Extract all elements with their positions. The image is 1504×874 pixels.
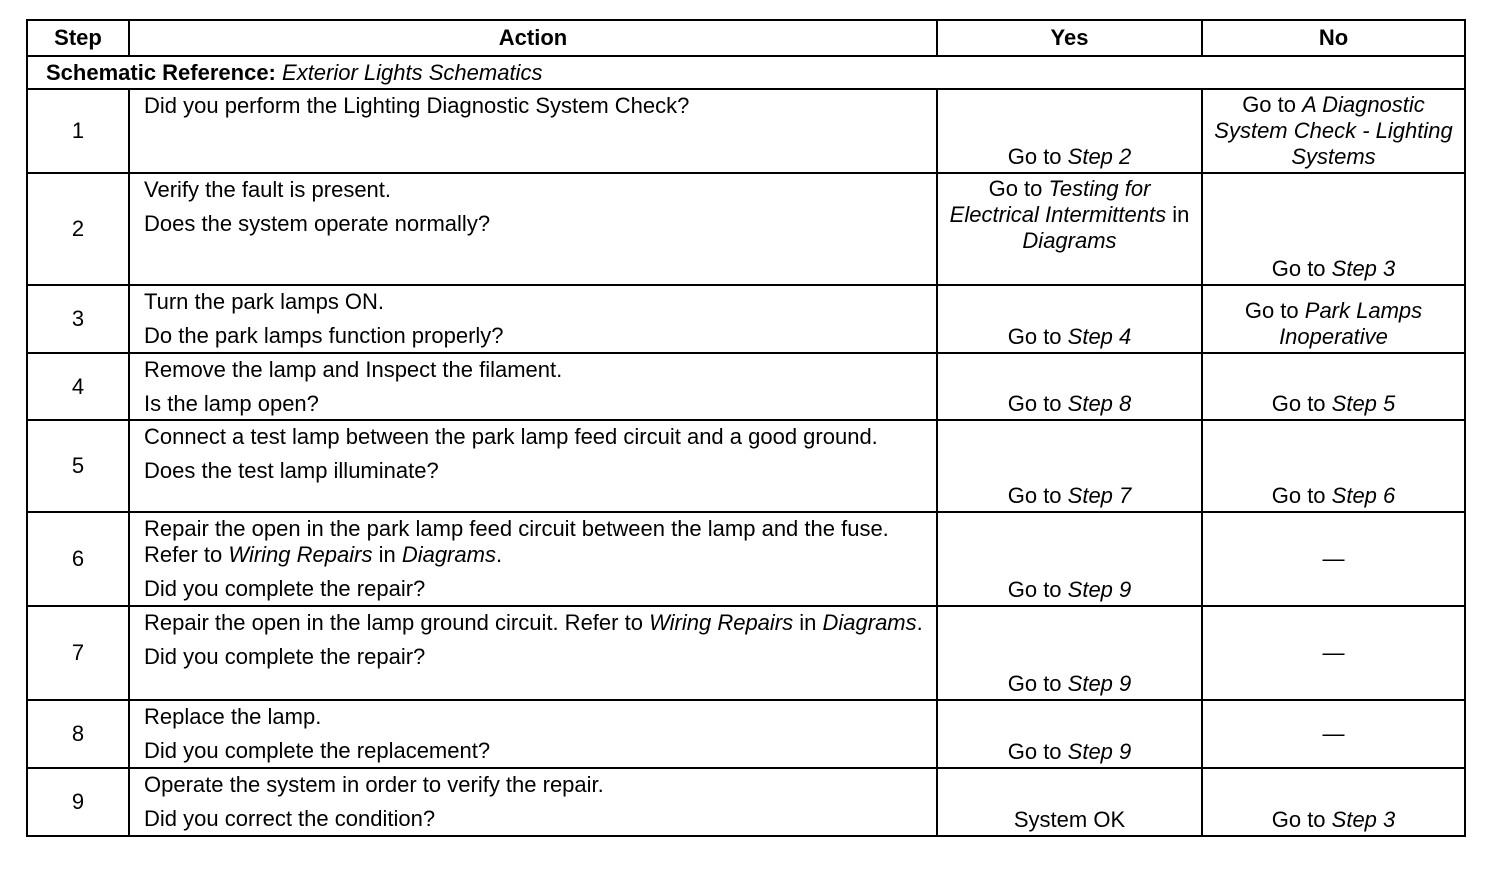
step-number: 5	[27, 420, 129, 512]
action-cell	[129, 285, 937, 353]
schematic-reference-label: Schematic Reference:	[46, 59, 276, 85]
action-reference-secondary: Diagrams	[822, 610, 917, 635]
no-link: A Diagnostic System Check - Lighting Systems	[1214, 92, 1453, 169]
step-number: 6	[27, 512, 129, 606]
table-row	[27, 353, 1465, 420]
schematic-reference-row	[27, 56, 1465, 89]
step-number: 3	[27, 285, 129, 353]
step-number: 7	[27, 606, 129, 700]
action-cell	[129, 353, 937, 420]
action-text: Replace the lamp.	[144, 704, 322, 729]
header-step: Step	[27, 20, 129, 56]
yes-link: Step 7	[1067, 483, 1132, 508]
table-row	[27, 285, 1465, 353]
step-number: 1	[27, 89, 129, 173]
no-cell: Go to Step 3	[1202, 173, 1465, 285]
action-question: Is the lamp open?	[144, 391, 319, 416]
action-cell	[129, 512, 937, 606]
table-row	[27, 173, 1465, 285]
no-link: Step 3	[1331, 256, 1396, 281]
table-row	[27, 512, 1465, 606]
step-number: 4	[27, 353, 129, 420]
action-question: Does the system operate normally?	[144, 211, 491, 236]
yes-link: Step 9	[1067, 577, 1132, 602]
step-number: 2	[27, 173, 129, 285]
yes-link-secondary: Diagrams	[1022, 228, 1117, 253]
action-question: Did you complete the repair?	[144, 644, 426, 669]
yes-cell: System OK	[937, 768, 1202, 836]
no-link: Step 6	[1331, 483, 1396, 508]
yes-link: Testing for Electrical Intermittents	[949, 176, 1167, 227]
action-question: Did you correct the condition?	[144, 806, 436, 831]
no-cell: —	[1202, 700, 1465, 768]
table-row	[27, 420, 1465, 512]
action-text: Did you perform the Lighting Diagnostic System Check?	[144, 93, 690, 118]
yes-cell: Go to Step 9	[937, 606, 1202, 700]
no-cell: Go to Park Lamps Inoperative	[1202, 285, 1465, 353]
action-reference: Wiring Repairs	[228, 542, 373, 567]
yes-cell: Go to Step 2	[937, 89, 1202, 173]
yes-cell: Go to Step 8	[937, 353, 1202, 420]
action-text: Repair the open in the park lamp feed circuit between the lamp and the fuse. Refer to Wiring Repairs in Diagrams.	[144, 516, 889, 567]
header-no: No	[1202, 20, 1465, 56]
schematic-reference	[27, 56, 1465, 89]
action-reference: Wiring Repairs	[649, 610, 794, 635]
action-question: Does the test lamp illuminate?	[144, 458, 439, 483]
no-cell: —	[1202, 512, 1465, 606]
action-cell	[129, 89, 937, 173]
diagnostic-table	[26, 19, 1466, 837]
header-row	[27, 20, 1465, 56]
no-cell: Go to A Diagnostic System Check - Lighting Systems	[1202, 89, 1465, 173]
yes-cell: Go to Step 4	[937, 285, 1202, 353]
step-number: 9	[27, 768, 129, 836]
action-cell	[129, 606, 937, 700]
action-question: Do the park lamps function properly?	[144, 323, 504, 348]
yes-cell: Go to Testing for Electrical Intermittents in Diagrams	[937, 173, 1202, 285]
yes-link: Step 4	[1067, 324, 1132, 349]
action-cell	[129, 700, 937, 768]
action-text: Repair the open in the lamp ground circuit. Refer to Wiring Repairs in Diagrams.	[144, 610, 923, 635]
step-number: 8	[27, 700, 129, 768]
no-link: Step 5	[1331, 391, 1396, 416]
yes-cell: Go to Step 9	[937, 700, 1202, 768]
no-cell: —	[1202, 606, 1465, 700]
yes-link: Step 2	[1067, 144, 1132, 169]
action-text: Verify the fault is present.	[144, 177, 392, 202]
action-question: Did you complete the replacement?	[144, 738, 491, 763]
action-cell	[129, 420, 937, 512]
table-row	[27, 768, 1465, 836]
schematic-reference-value: Exterior Lights Schematics	[282, 59, 543, 85]
table-row	[27, 89, 1465, 173]
action-cell	[129, 173, 937, 285]
no-cell: Go to Step 5	[1202, 353, 1465, 420]
header-yes: Yes	[937, 20, 1202, 56]
table-row	[27, 700, 1465, 768]
yes-cell: Go to Step 9	[937, 512, 1202, 606]
action-text: Turn the park lamps ON.	[144, 289, 385, 314]
action-cell	[129, 768, 937, 836]
header-action: Action	[129, 20, 937, 56]
table-row	[27, 606, 1465, 700]
yes-cell: Go to Step 7	[937, 420, 1202, 512]
action-text: Remove the lamp and Inspect the filament.	[144, 357, 563, 382]
action-reference-secondary: Diagrams	[401, 542, 496, 567]
no-cell: Go to Step 6	[1202, 420, 1465, 512]
no-link: Step 3	[1331, 807, 1396, 832]
action-text: Connect a test lamp between the park lamp feed circuit and a good ground.	[144, 424, 878, 449]
yes-link: Step 9	[1067, 739, 1132, 764]
yes-link: Step 9	[1067, 671, 1132, 696]
no-cell: Go to Step 3	[1202, 768, 1465, 836]
action-text: Operate the system in order to verify the repair.	[144, 772, 604, 797]
yes-link: Step 8	[1067, 391, 1132, 416]
no-link: Park Lamps Inoperative	[1279, 298, 1423, 349]
action-question: Did you complete the repair?	[144, 576, 426, 601]
